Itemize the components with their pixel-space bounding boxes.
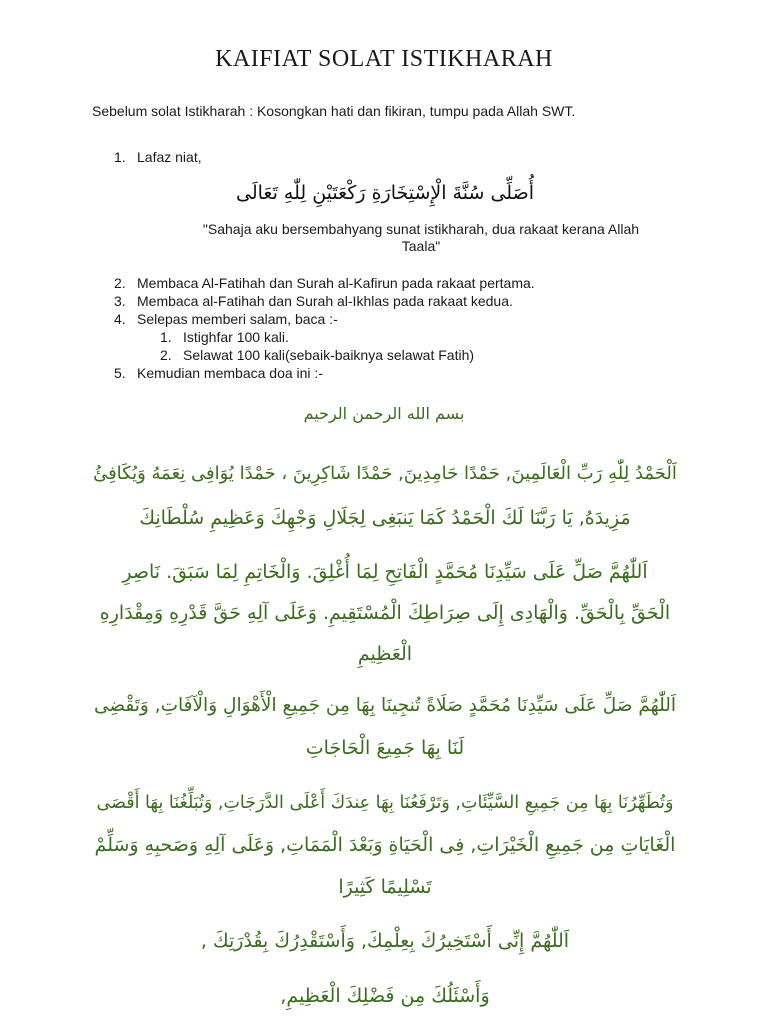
niat-translation: [176, 221, 666, 255]
page-title: KAIFIAT SOLAT ISTIKHARAH: [215, 46, 553, 72]
intro-text: Sebelum solat Istikharah : Kosongkan hati dan fikiran, tumpu pada Allah SWT.: [92, 103, 576, 119]
doa-line: الْحَقِّ بِالْحَقِّ. وَالْهَادِى إِلَى صِرَاطِكَ الْمُسْتَقِيمِ. وَعَلَى آلِهِ حَقَّ قَدْرِهِ وَمِقْدَارِهِ: [99, 602, 671, 624]
list-number: 4.: [114, 311, 126, 327]
doa-line: اَللّٰهُمَّ صَلِّ عَلَى سَيِّدِنَا مُحَمَّدٍ الْفَاتِحِ لِمَا أُغْلِقَ. وَالْخَاتِمِ لِمَا سَبَقَ. نَاصِرِ: [122, 561, 648, 583]
list-number: 1.: [160, 329, 172, 345]
list-text: Membaca Al-Fatihah dan Surah al-Kafirun pada rakaat pertama.: [137, 275, 535, 291]
list-number: 3.: [114, 293, 126, 309]
doa-line: وَتُطَهِّرُنَا بِهَا مِن جَمِيعِ السَّيِّئَاتِ, وَتَرْفَعُنَا بِهَا عِندَكَ أَعْلَى الدَّرَجَاتِ, وَتُبَلِّغُنَا بِهَا أَقْصَى: [96, 793, 674, 813]
doa-line: اَللّٰهُمَّ صَلِّ عَلَى سَيِّدِنَا مُحَمَّدٍ صَلَاةً تُنجِينَا بِهَا مِن جَمِيعِ الْأَهْوَالِ وَالْآفَاتِ, وَتَقْضِى: [93, 695, 677, 716]
doa-line: اَللّٰهُمَّ إِنِّى أَسْتَخِيرُكَ بِعِلْمِكَ, وَأَسْتَقْدِرُكَ بِقُدْرَتِكَ ,: [200, 930, 570, 952]
list-text: Kemudian membaca doa ini :-: [137, 365, 323, 381]
list-text: Membaca al-Fatihah dan Surah al-Ikhlas pada rakaat kedua.: [137, 293, 513, 309]
translation-line: "Sahaja aku bersembahyang sunat istikharah, dua rakaat kerana Allah: [202, 221, 640, 237]
list-number: 2.: [160, 347, 172, 363]
translation-line: Taala": [401, 238, 441, 254]
list-number: 5.: [114, 365, 126, 381]
niat-arabic: أُصَلِّى سُنَّةَ الْإِسْتِخَارَةِ رَكْعَتَيْنِ لِلّٰهِ تَعَالَى: [236, 182, 534, 204]
doa-line: اَلْحَمْدُ لِلّٰهِ رَبِّ الْعَالَمِينَ, حَمْدًا حَامِدِينَ, حَمْدًا شَاكِرِينَ ، حَمْدًا يُوَافِى نِعَمَهُ وَيُكَافِئُ: [93, 463, 677, 484]
doa-paragraph-1: [90, 452, 680, 540]
doa-paragraph-6: [90, 975, 680, 1017]
doa-paragraph-2: [90, 552, 680, 675]
doa-line: تَسْلِيمًا كَثِيرًا: [338, 876, 432, 898]
doa-paragraph-3: [90, 685, 680, 769]
list-text: Lafaz niat,: [137, 149, 202, 165]
doa-paragraph-5: [90, 920, 680, 962]
bismillah: بسم الله الرحمن الرحيم: [303, 404, 465, 423]
doa-line: وَأَسْئَلُكَ مِن فَضْلِكَ الْعَظِيمِ,: [280, 985, 490, 1007]
list-text: Selawat 100 kali(sebaik-baiknya selawat Fatih): [183, 347, 475, 363]
doa-line: الْعَظِيمِ: [357, 643, 413, 665]
doa-line: الْغَايَاتِ مِن جَمِيعِ الْخَيْرَاتِ, فِى الْحَيَاةِ وَبَعْدَ الْمَمَاتِ, وَعَلَى آلِهِ وَصَحبِهِ وَسَلِّمْ: [94, 834, 676, 856]
list-text: Istighfar 100 kali.: [183, 329, 289, 345]
list-number: 1.: [114, 149, 126, 165]
list-number: 2.: [114, 275, 126, 291]
doa-line: لَنَا بِهَا جَمِيعَ الْحَاجَاتِ: [305, 737, 465, 759]
doa-paragraph-4: [90, 782, 680, 908]
list-text: Selepas memberi salam, baca :-: [137, 311, 338, 327]
doa-line: مَزِيدَهُ, يَا رَبَّنَا لَكَ الْحَمْدُ كَمَا يَنبَغِى لِجَلَالِ وَجْهِكَ وَعَظِيمِ سُلْطَانِكَ: [139, 507, 631, 529]
